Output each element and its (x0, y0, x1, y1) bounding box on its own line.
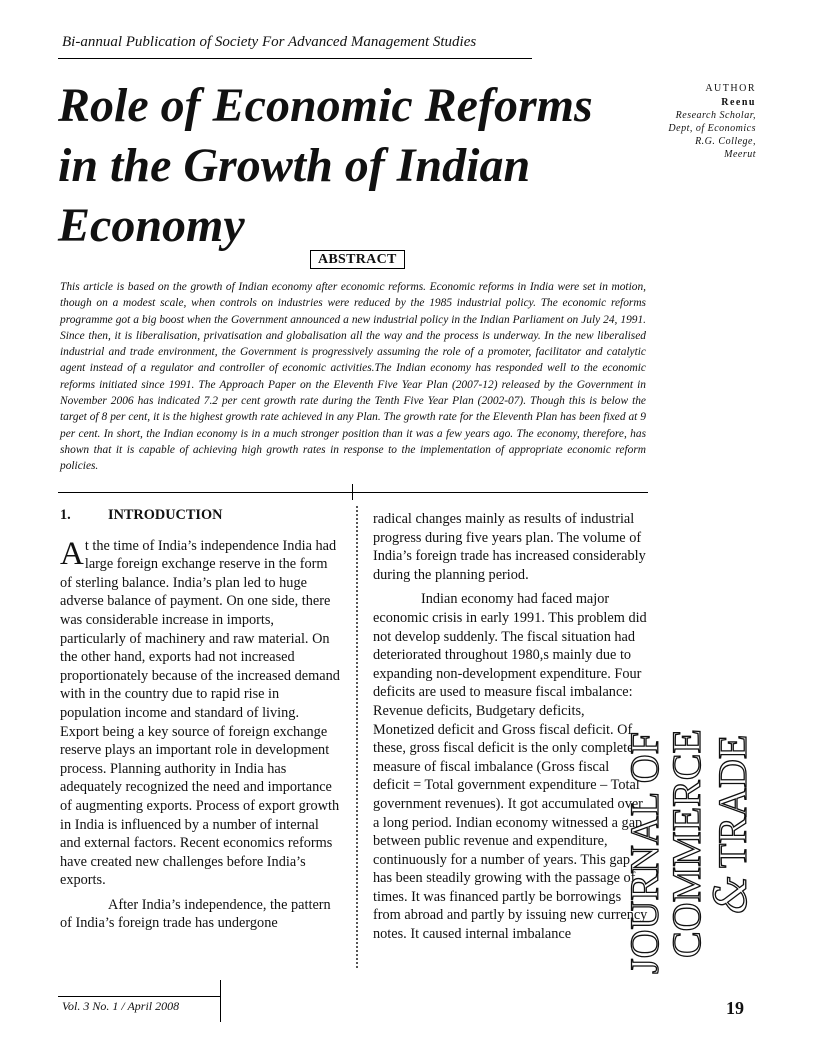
right-column (373, 510, 649, 944)
intro-paragraph-2: After India’s independence, the pattern of India’s foreign trade has undergone (60, 896, 331, 932)
section-number: 1. (60, 507, 71, 523)
footer-tick (220, 980, 221, 1022)
author-city: Meerut (724, 149, 756, 160)
section-title: INTRODUCTION (108, 507, 223, 523)
journal-logo-line-2: COMMERCE (664, 729, 709, 958)
footer-volume: Vol. 3 No. 1 / April 2008 (62, 999, 180, 1013)
intro-paragraph-1-text: t the time of India’s independence India had large foreign exchange reserve in the form of sterling balance. India’s plan led to huge adverse balance of payment. On one side, there was considerable increase in imports, particularly of machinery and raw material. On the other hand, exports had not increased proportionately because of the increased demand with in the country due to rapid rise in population income and standard of living. Export being a key source of foreign exchange reserve plays an important role in development process. Planning authority in India has adequately recognized the need and importance of augmenting exports. Process of export growth in India is influenced by a number of internal and external factors. Recent economics reforms have created new challenges before India’s exports. (60, 537, 340, 889)
abstract-rule-tick (352, 484, 353, 500)
author-college: R.G. College, (695, 136, 756, 147)
author-heading: AUTHOR (705, 83, 756, 94)
article-title: Role of Economic Reforms in the Growth of Indian Economy (58, 79, 593, 252)
header-rule (58, 58, 532, 59)
abstract-label: ABSTRACT (310, 250, 405, 269)
author-name: Reenu (721, 97, 756, 108)
drop-cap: A (60, 535, 84, 572)
footer-rule (58, 996, 220, 997)
journal-logo-line-3: TRADE (710, 734, 755, 868)
author-dept: Dept, of Economics (668, 123, 756, 134)
abstract-text: This article is based on the growth of Indian economy after economic reforms. Economic reforms in India were set in motion, though on a modest scale, when controls on industries were reduced by the 1985 industrial policy. The economic reforms programme got a big boost when the Government announced a new industrial policy in the Indian Parliament on July 24, 1991. Since then, it is liberalisation, privatisation and globalisation all the way and the process is underway. In the new liberalised industrial and trade environment, the Government is progressively assuming the role of a promoter, facilitator and catalytic agent instead of a regulator and controller of economic activities.The Indian economy has responded well to the economic reforms initiated since 1991. The Approach Paper on the Eleventh Five Year Plan (2007-12) released by the Government in November 2006 has indicated 7.2 per cent growth rate during the Tenth Five Year Plan (2002-07). Though this is below the target of 8 per cent, it is the highest growth rate achieved in any Plan. The growth rate for the Eleventh Plan has been fixed at 9 per cent. In short, the Indian economy is in a much stronger position than it was a few years ago. The economy, therefore, has shown that it is capable of achieving high growth rates in response to the implementation of appropriate economic reform policies. (60, 281, 646, 473)
author-block (640, 82, 756, 161)
journal-logo-ampersand: & (706, 874, 757, 914)
page-number: 19 (726, 998, 744, 1018)
publication-header: Bi-annual Publication of Society For Advanced Management Studies (62, 34, 477, 50)
journal-logo-line-1: JOURNAL OF (622, 732, 667, 974)
intro-paragraph-3: Indian economy had faced major economic crisis in early 1991. This problem did not develop suddenly. The fiscal situation had deteriorated throughout 1980,s mainly due to expanding non-development expenditure. Four deficits are used to measure fiscal imbalance: Revenue deficits, Budgetary deficits, Monetized deficit and Gross fiscal deficit. Of these, gross fiscal deficit is the only complete measure of fiscal imbalance (Gross fiscal deficit = Total government expenditure – Total government revenues). It got accumulated over a long period. Indian economy witnessed a gap between public revenue and expenditure, continuously for a number of years. This gap has been steadily growing with the passage of times. It was financed partly be borrowings from abroad and partly by issuing new currency notes. It caused internal imbalance (373, 591, 648, 943)
author-role: Research Scholar, (675, 110, 756, 121)
section-heading (60, 506, 340, 525)
intro-paragraph-2-continued: radical changes mainly as results of industrial progress during five years plan. The volume of India’s foreign trade has increased considerably during the planning period. (373, 511, 646, 583)
left-column (60, 506, 340, 933)
column-divider (356, 506, 358, 968)
intro-paragraph-1 (60, 537, 340, 890)
abstract-rule (58, 492, 648, 493)
journal-logo (620, 620, 760, 980)
